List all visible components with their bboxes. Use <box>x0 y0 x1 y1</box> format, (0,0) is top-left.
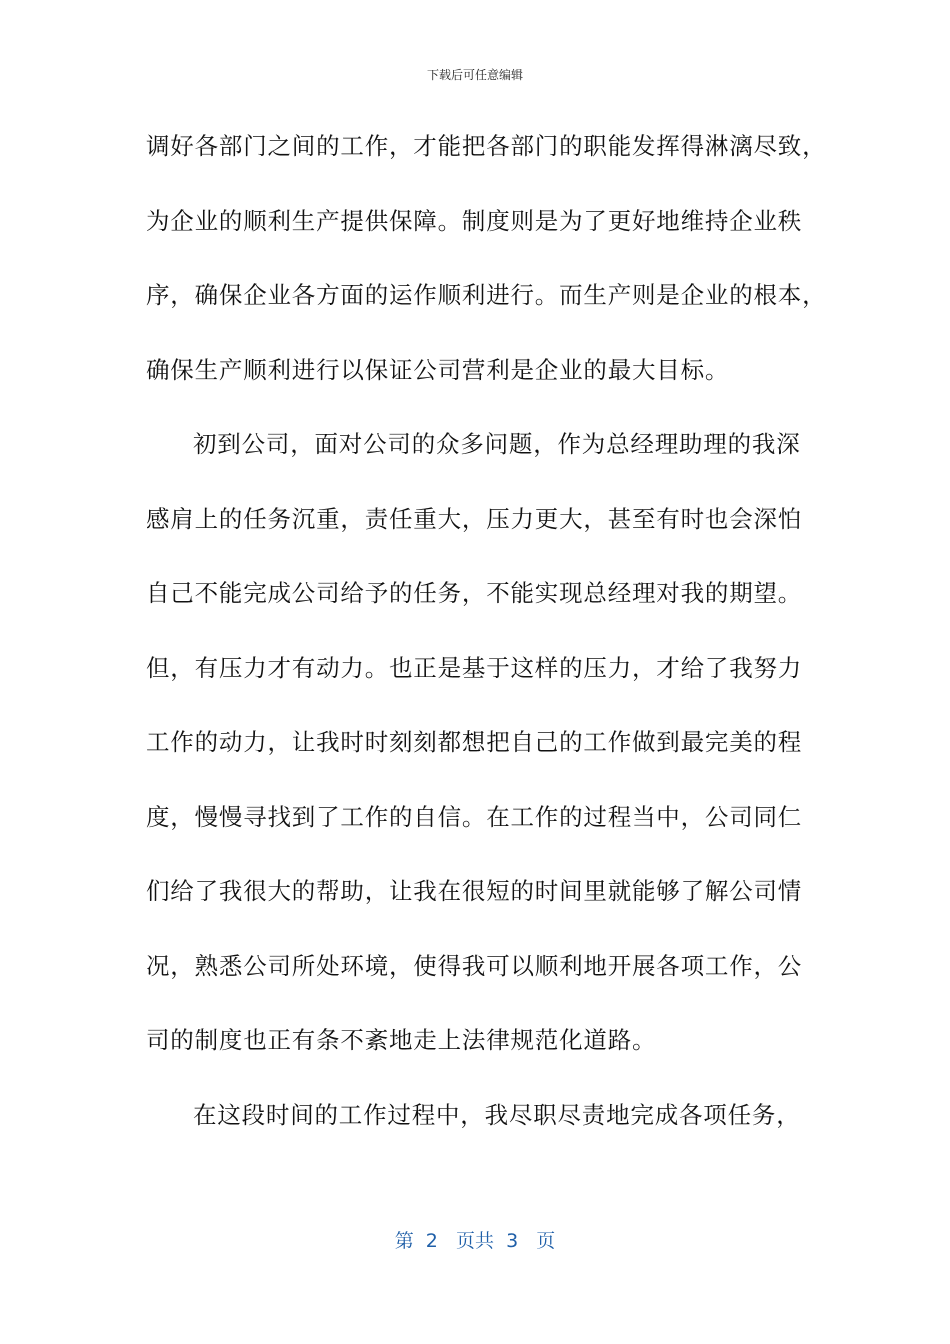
text-line: 司的制度也正有条不紊地走上法律规范化道路。 <box>146 1026 657 1054</box>
page-number-footer: 第 2 页共 3 页 <box>394 1230 556 1252</box>
text-line: 但，有压力才有动力。也正是基于这样的压力，才给了我努力 <box>146 653 803 682</box>
text-line: 调好各部门之间的工作，才能把各部门的职能发挥得淋漓尽致， <box>146 132 827 160</box>
page-header: 下载后可任意编辑 <box>426 68 523 82</box>
text-line: 感肩上的任务沉重，责任重大，压力更大，甚至有时也会深怕 <box>146 504 803 533</box>
text-line: 为企业的顺利生产提供保障。制度则是为了更好地维持企业秩 <box>146 206 803 235</box>
text-line: 确保生产顺利进行以保证公司营利是企业的最大目标。 <box>146 355 730 384</box>
paragraph-start-line: 初到公司，面对公司的众多问题，作为总经理助理的我深 <box>193 430 801 458</box>
document-body <box>146 128 827 1171</box>
paragraph-start-line: 在这段时间的工作过程中，我尽职尽责地完成各项任务， <box>193 1100 801 1129</box>
text-line: 况，熟悉公司所处环境，使得我可以顺利地开展各项工作，公 <box>146 951 803 980</box>
text-line: 序，确保企业各方面的运作顺利进行。而生产则是企业的根本， <box>146 281 827 309</box>
text-line: 们给了我很大的帮助，让我在很短的时间里就能够了解公司情 <box>146 877 803 905</box>
text-line: 度，慢慢寻找到了工作的自信。在工作的过程当中，公司同仁 <box>146 802 803 831</box>
text-line: 工作的动力，让我时时刻刻都想把自己的工作做到最完美的程 <box>146 728 803 756</box>
text-line: 自己不能完成公司给予的任务，不能实现总经理对我的期望。 <box>146 579 803 607</box>
